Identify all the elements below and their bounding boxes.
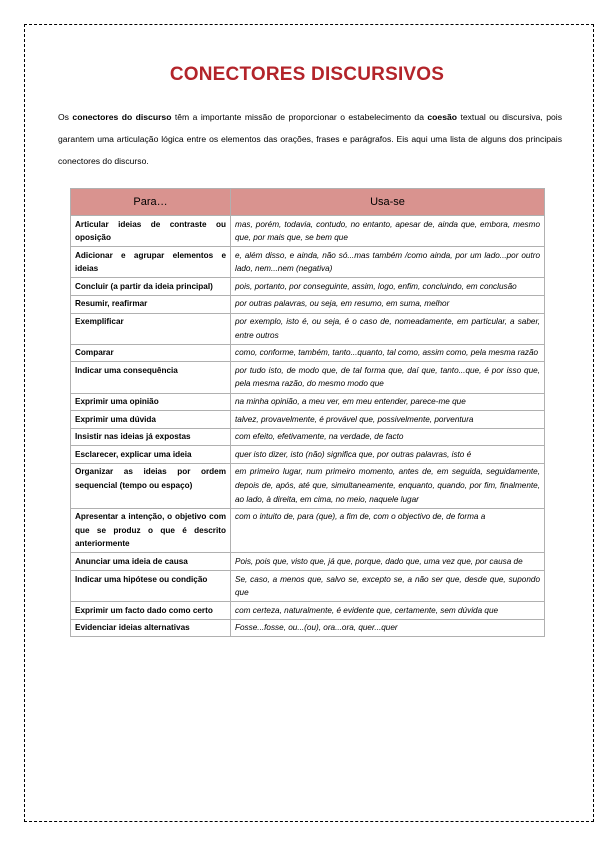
table-row (71, 247, 545, 278)
purpose-cell: Exprimir uma dúvida (71, 411, 231, 429)
connectors-cell: Pois, pois que, visto que, já que, porque, dado que, uma vez que, por causa de (231, 553, 545, 571)
header-para: Para… (71, 189, 231, 216)
table-row (71, 446, 545, 464)
purpose-cell: Adicionar e agrupar elementos e ideias (71, 247, 231, 278)
connectors-cell: com certeza, naturalmente, é evidente que, certamente, sem dúvida que (231, 602, 545, 620)
purpose-cell: Resumir, reafirmar (71, 295, 231, 313)
table-row (71, 619, 545, 637)
purpose-cell: Exprimir uma opinião (71, 393, 231, 411)
table-row (71, 295, 545, 313)
connectors-cell: por tudo isto, de modo que, de tal forma que, daí que, tanto...que, é por isso que, pela mesma razão, do mesmo modo que (231, 362, 545, 393)
purpose-cell: Evidenciar ideias alternativas (71, 619, 231, 637)
table-row (71, 393, 545, 411)
table-row (71, 553, 545, 571)
table-row (71, 463, 545, 508)
connectors-cell: em primeiro lugar, num primeiro momento, antes de, em seguida, seguidamente, depois de, após, até que, simultaneamente, enquanto, quando, por fim, finalmente, ao lado, à direita, em cima, no meio, naquele lugar (231, 463, 545, 508)
connectors-cell: na minha opinião, a meu ver, em meu entender, parece-me que (231, 393, 545, 411)
table-body (71, 216, 545, 637)
connectors-cell: como, conforme, também, tanto...quanto, tal como, assim como, pela mesma razão (231, 344, 545, 362)
table-row (71, 571, 545, 602)
table-row (71, 278, 545, 296)
purpose-cell: Esclarecer, explicar uma ideia (71, 446, 231, 464)
connectors-cell: e, além disso, e ainda, não só...mas também /como ainda, por um lado...por outro lado, nem...nem (negativa) (231, 247, 545, 278)
purpose-cell: Indicar uma hipótese ou condição (71, 571, 231, 602)
table-row (71, 602, 545, 620)
intro-bold-conectores: conectores do discurso (72, 112, 172, 122)
table-row (71, 344, 545, 362)
connectors-cell: com efeito, efetivamente, na verdade, de facto (231, 428, 545, 446)
table-header-row (71, 189, 545, 216)
connectors-table (70, 188, 545, 637)
purpose-cell: Exprimir um facto dado como certo (71, 602, 231, 620)
purpose-cell: Articular ideias de contraste ou oposição (71, 216, 231, 247)
purpose-cell: Exemplificar (71, 313, 231, 344)
intro-text-1: Os (58, 112, 73, 122)
table-row (71, 411, 545, 429)
intro-text-2: têm a importante missão de proporcionar o estabelecimento da (171, 112, 428, 122)
table-row (71, 508, 545, 553)
table-row (71, 216, 545, 247)
purpose-cell: Organizar as ideias por ordem sequencial (tempo ou espaço) (71, 463, 231, 508)
intro-paragraph (58, 106, 562, 172)
purpose-cell: Apresentar a intenção, o objetivo com que se produz o que é descrito anteriormente (71, 508, 231, 553)
purpose-cell: Anunciar uma ideia de causa (71, 553, 231, 571)
connectors-cell: Fosse...fosse, ou...(ou), ora...ora, quer...quer (231, 619, 545, 637)
purpose-cell: Comparar (71, 344, 231, 362)
table-row (71, 362, 545, 393)
intro-text-3: textual ou discursiva, pois garantem uma articulação lógica entre os elementos das orações, frases e parágrafos. Eis aqui uma lista de alguns dos principais conectores do discurso. (58, 112, 562, 166)
purpose-cell: Indicar uma consequência (71, 362, 231, 393)
connectors-cell: mas, porém, todavia, contudo, no entanto, apesar de, ainda que, embora, mesmo que, por mais que, se bem que (231, 216, 545, 247)
connectors-cell: por exemplo, isto é, ou seja, é o caso de, nomeadamente, em particular, a saber, entre outros (231, 313, 545, 344)
page-title: CONECTORES DISCURSIVOS (169, 64, 445, 85)
intro-bold-coesao: coesão (427, 112, 458, 122)
connectors-cell: com o intuito de, para (que), a fim de, com o objectivo de, de forma a (231, 508, 545, 553)
connectors-cell: pois, portanto, por conseguinte, assim, logo, enfim, concluindo, em conclusão (231, 278, 545, 296)
header-usa-se: Usa-se (231, 189, 545, 216)
connectors-cell: quer isto dizer, isto (não) significa que, por outras palavras, isto é (231, 446, 545, 464)
connectors-cell: talvez, provavelmente, é provável que, possivelmente, porventura (231, 411, 545, 429)
connectors-cell: por outras palavras, ou seja, em resumo, em suma, melhor (231, 295, 545, 313)
table-row (71, 428, 545, 446)
connectors-cell: Se, caso, a menos que, salvo se, excepto se, a não ser que, desde que, supondo que (231, 571, 545, 602)
purpose-cell: Concluir (a partir da ideia principal) (71, 278, 231, 296)
purpose-cell: Insistir nas ideias já expostas (71, 428, 231, 446)
table-row (71, 313, 545, 344)
